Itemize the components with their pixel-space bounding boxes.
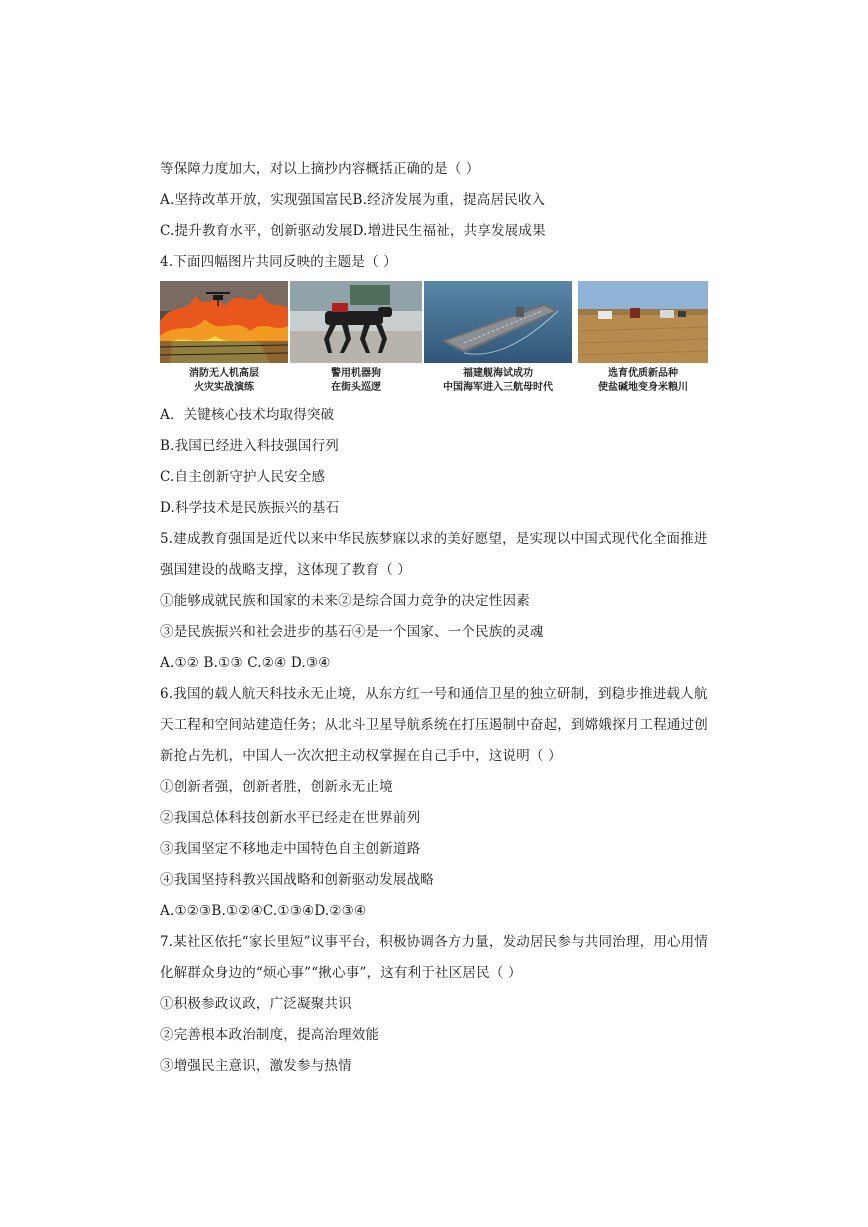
figure-caption: 福建舰海试成功 中国海军进入三航母时代 — [443, 368, 553, 393]
question-7: 7.某社区依托“家长里短”议事平台，积极协调各方力量，发动居民参与共同治理，用心用情 — [160, 934, 709, 950]
option-line: C.自主创新守护人民安全感 — [160, 469, 326, 485]
statement-line: ③是民族振兴和社会进步的基石④是一个国家、一个民族的灵魂 — [160, 624, 544, 640]
option-line: A.①② B.①③ C.②④ D.③④ — [160, 655, 331, 671]
text-line: 新抢占先机，中国人一次次把主动权掌握在自己手中，这说明（ ） — [160, 748, 562, 764]
statement-line: ③我国坚定不移地走中国特色自主创新道路 — [160, 841, 421, 857]
fire-drone-image — [160, 281, 288, 363]
figure-caption: 警用机器狗 在街头巡逻 — [331, 368, 381, 393]
option-line: D.科学技术是民族振兴的基石 — [160, 500, 340, 516]
question-4: 4.下面四幅图片共同反映的主题是（ ） — [160, 254, 397, 270]
figure-row — [160, 281, 708, 401]
text-line: 强国建设的战略支撑，这体现了教育（ ） — [160, 562, 412, 578]
rice-field-image — [578, 281, 708, 363]
option-line: C.提升教育水平，创新驱动发展D.增进民生福祉，共享发展成果 — [160, 223, 546, 239]
option-line: A．关键核心技术均取得突破 — [160, 407, 335, 423]
option-line: A.①②③B.①②④C.①③④D.②③④ — [160, 903, 367, 919]
question-6: 6.我国的载人航天科技永无止境，从东方红一号和通信卫星的独立研制，到稳步推进载人航 — [160, 686, 708, 702]
figure-caption: 选育优质新品种 使盐碱地变身米粮川 — [598, 368, 688, 393]
text-line: 天工程和空间站建造任务；从北斗卫星导航系统在打压遏制中奋起，到嫦娥探月工程通过创 — [160, 717, 708, 733]
figure-caption: 消防无人机高层 火灾实战演练 — [189, 368, 259, 393]
statement-line: ①能够成就民族和国家的未来②是综合国力竞争的决定性因素 — [160, 593, 530, 609]
statement-line: ②完善根本政治制度，提高治理效能 — [160, 1027, 380, 1043]
statement-line: ②我国总体科技创新水平已经走在世界前列 — [160, 810, 421, 826]
option-line: B.我国已经进入科技强国行列 — [160, 438, 340, 454]
robot-dog-image — [290, 281, 422, 363]
statement-line: ①积极参政议政，广泛凝聚共识 — [160, 996, 352, 1012]
aircraft-carrier-image — [424, 281, 572, 363]
statement-line: ③增强民主意识，激发参与热情 — [160, 1058, 352, 1074]
question-5: 5.建成教育强国是近代以来中华民族梦寐以求的美好愿望，是实现以中国式现代化全面推进 — [160, 531, 708, 547]
statement-line: ①创新者强，创新者胜，创新永无止境 — [160, 779, 393, 795]
option-line: A.坚持改革开放，实现强国富民B.经济发展为重，提高居民收入 — [160, 192, 546, 208]
statement-line: ④我国坚持科教兴国战略和创新驱动发展战略 — [160, 872, 434, 888]
text-line: 等保障力度加大，对以上摘抄内容概括正确的是（ ） — [160, 161, 480, 177]
text-line: 化解群众身边的“烦心事”“揪心事”，这有利于社区居民（ ） — [160, 965, 522, 981]
